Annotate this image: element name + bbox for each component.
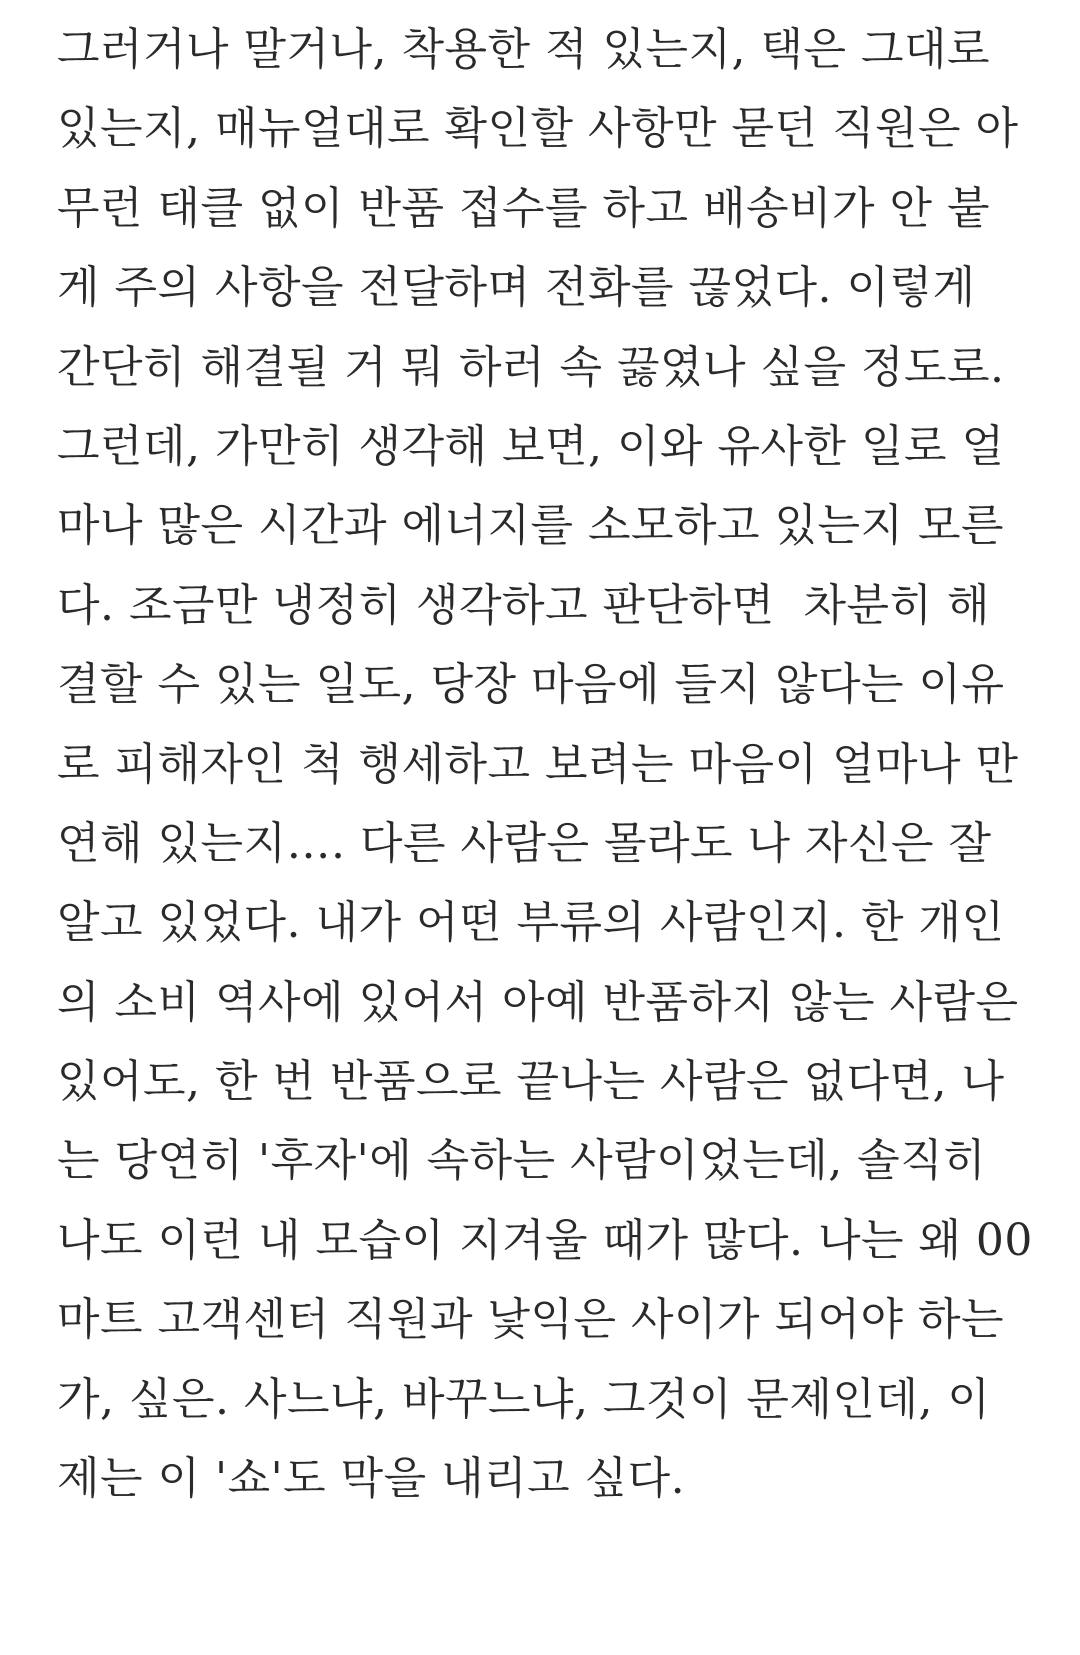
text-line: 그런데, 가만히 생각해 보면, 이와 유사한 일로 얼 — [57, 420, 1005, 472]
text-line: 그러거나 말거나, 착용한 적 있는지, 택은 그대로 — [57, 24, 990, 75]
text-line: 마나 많은 시간과 에너지를 소모하고 있는지 모른 — [57, 500, 1004, 552]
text-line: 게 주의 사항을 전달하며 전화를 끊었다. 이렇게 — [57, 262, 976, 314]
text-line: 나도 이런 내 모습이 지겨울 때가 많다. 나는 왜 00 — [57, 1214, 1033, 1266]
text-line: 제는 이 '쇼'도 막을 내리고 싶다. — [57, 1453, 686, 1505]
text-line: 가, 싶은. 사느냐, 바꾸느냐, 그것이 문제인데, 이 — [57, 1373, 991, 1425]
text-line: 마트 고객센터 직원과 낯익은 사이가 되어야 하는 — [57, 1294, 1004, 1346]
text-line: 다. 조금만 냉정히 생각하고 판단하면 차분히 해 — [57, 579, 990, 631]
text-line: 결할 수 있는 일도, 당장 마음에 들지 않다는 이유 — [57, 659, 1005, 711]
text-line: 있어도, 한 번 반품으로 끝나는 사람은 없다면, 나 — [57, 1056, 1005, 1108]
text-line: 알고 있었다. 내가 어떤 부류의 사람인지. 한 개인 — [57, 897, 1005, 949]
article-body — [57, 10, 1057, 1518]
text-line: 의 소비 역사에 있어서 아예 반품하지 않는 사람은 — [57, 976, 1019, 1028]
text-line: 간단히 해결될 거 뭐 하러 속 끓였나 싶을 정도로. — [57, 341, 1005, 393]
text-line: 로 피해자인 척 행세하고 보려는 마음이 얼마나 만 — [57, 738, 1019, 790]
text-line: 있는지, 매뉴얼대로 확인할 사항만 묻던 직원은 아 — [57, 103, 1019, 155]
text-line: 연해 있는지…. 다른 사람은 몰라도 나 자신은 잘 — [57, 817, 992, 869]
text-line: 무런 태클 없이 반품 접수를 하고 배송비가 안 붙 — [57, 182, 990, 234]
text-line: 는 당연히 '후자'에 속하는 사람이었는데, 솔직히 — [57, 1135, 987, 1187]
